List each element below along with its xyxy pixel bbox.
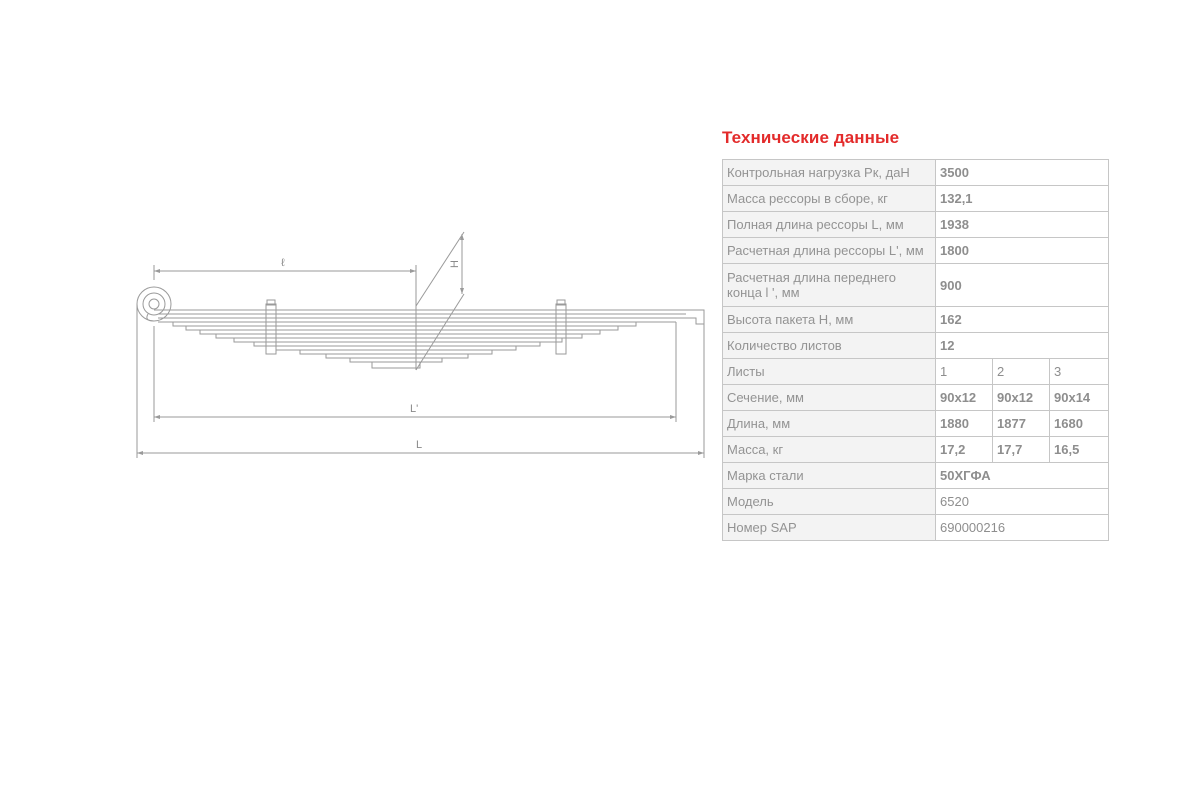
table-row [723,385,1109,411]
table-row [723,463,1109,489]
dim-l-label: ℓ [281,257,285,269]
dim-h-diagonal-lower [416,294,464,370]
table-row [723,359,1109,385]
spec-value: 900 [936,264,1109,307]
leaf-11 [326,354,468,358]
spec-label: Расчетная длина переднего конца l ', мм [723,264,936,307]
spec-label: Длина, мм [723,411,936,437]
leaf-9 [276,346,516,350]
table-row [723,333,1109,359]
leaf-4 [186,326,618,330]
leaf-3 [173,322,636,326]
leaf-col-1: 1 [936,359,993,385]
spec-label: Масса, кг [723,437,936,463]
table-row [723,186,1109,212]
spec-label: Марка стали [723,463,936,489]
leaf-spring-drawing [128,222,710,462]
section-1: 90x12 [936,385,993,411]
table-row [723,160,1109,186]
dim-l-prime-label: L' [410,403,419,415]
dim-h-diagonal-upper [416,232,464,306]
leaf-5 [200,330,600,334]
table-row [723,238,1109,264]
table-row [723,212,1109,238]
table-row [723,437,1109,463]
leaf-13 [372,362,420,368]
specs-title: Технические данные [722,128,900,147]
section-2: 90x12 [993,385,1050,411]
leaf-col-2: 2 [993,359,1050,385]
leaf-col-3: 3 [1050,359,1109,385]
spec-value: 1938 [936,212,1109,238]
table-row [723,515,1109,541]
spec-value: 3500 [936,160,1109,186]
leaf-8 [254,342,540,346]
spec-label: Номер SAP [723,515,936,541]
mass-2: 17,7 [993,437,1050,463]
spec-value: 12 [936,333,1109,359]
spring-eye-mid [143,293,165,315]
spec-label: Расчетная длина рессоры L', мм [723,238,936,264]
spec-value: 132,1 [936,186,1109,212]
spec-label: Сечение, мм [723,385,936,411]
spec-label: Количество листов [723,333,936,359]
dim-L-label: L [416,439,423,451]
section-3: 90x14 [1050,385,1109,411]
specs-table [722,159,1109,541]
spec-label: Масса рессоры в сборе, кг [723,186,936,212]
spec-value: 1800 [936,238,1109,264]
table-row [723,264,1109,307]
table-row [723,411,1109,437]
leaf-7 [234,338,562,342]
clamp-right [556,304,566,354]
spec-label: Листы [723,359,936,385]
table-row [723,307,1109,333]
length-3: 1680 [1050,411,1109,437]
spec-value: 690000216 [936,515,1109,541]
dim-h-label: H [449,260,461,268]
spec-value: 50ХГФА [936,463,1109,489]
rear-leaf-end [676,310,704,324]
length-2: 1877 [993,411,1050,437]
table-row [723,489,1109,515]
spec-label: Полная длина рессоры L, мм [723,212,936,238]
mass-1: 17,2 [936,437,993,463]
leaf-10 [300,350,492,354]
length-1: 1880 [936,411,993,437]
spring-eye-inner [149,299,159,309]
spec-label: Контрольная нагрузка Pк, даН [723,160,936,186]
spec-value: 6520 [936,489,1109,515]
spec-value: 162 [936,307,1109,333]
spec-label: Высота пакета H, мм [723,307,936,333]
leaf-12 [350,358,442,362]
leaf-6 [216,334,582,338]
spec-label: Модель [723,489,936,515]
spring-eye-outer [137,287,171,321]
mass-3: 16,5 [1050,437,1109,463]
